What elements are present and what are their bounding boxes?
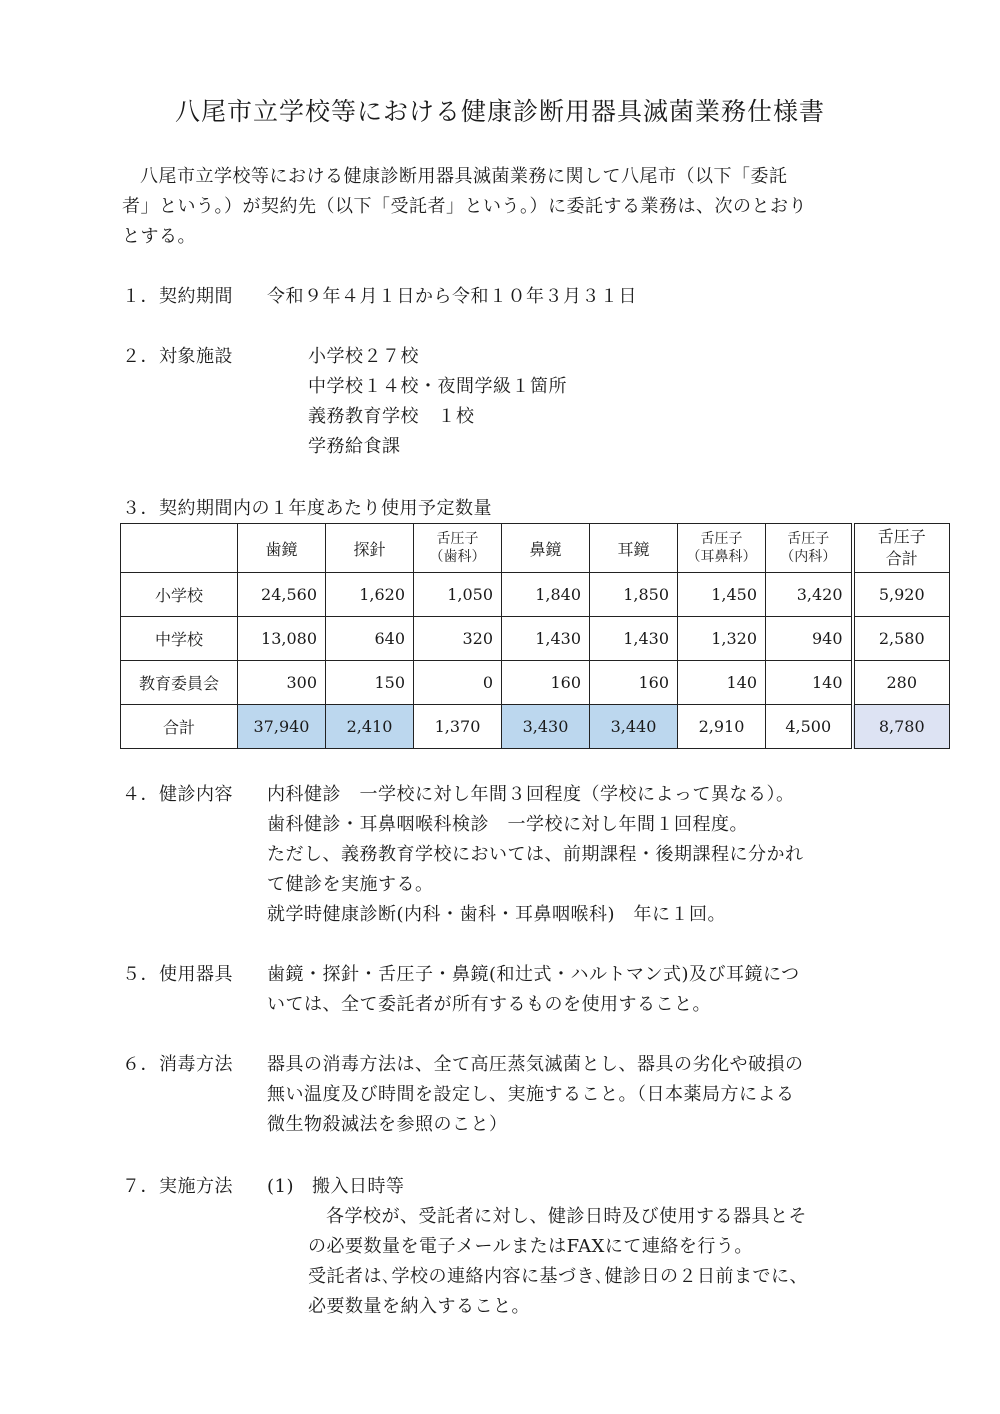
intro-line: 者」という。）が契約先（以下「受託者」という。）に委託する業務は、次のとおり [122, 196, 807, 217]
intro-line: 八尾市立学校等における健康診断用器具滅菌業務に関して八尾市（以下「委託 [140, 166, 788, 187]
sub-title: 搬入日時等 [312, 1176, 405, 1197]
table-cell: 150 [326, 661, 414, 705]
section-heading: ４．健診内容 [122, 784, 233, 805]
content-line: 無い温度及び時間を設定し、実施すること。（日本薬局方による [267, 1084, 795, 1105]
row-label: 教育委員会 [121, 661, 238, 705]
table-cell: 24,560 [238, 573, 326, 617]
table-cell: 320 [414, 617, 502, 661]
header-cell: 舌圧子 （耳鼻科） [678, 524, 766, 573]
section-heading: ６．消毒方法 [122, 1054, 233, 1075]
row-label: 中学校 [121, 617, 238, 661]
table-row [121, 617, 950, 661]
table-cell: 160 [502, 661, 590, 705]
content-line: 微生物殺滅法を参照のこと） [267, 1114, 508, 1135]
intro-line: とする。 [122, 226, 196, 247]
table-cell: 1,850 [590, 573, 678, 617]
table-cell: 1,370 [414, 705, 502, 749]
section-text: 令和９年４月１日から令和１０年３月３１日 [267, 286, 637, 307]
header-cell: 探針 [326, 524, 414, 573]
content-line: 各学校が、受託者に対し、健診日時及び使用する器具とそ [326, 1206, 807, 1227]
table-cell: 280 [853, 661, 950, 705]
table-cell: 1,840 [502, 573, 590, 617]
content-line: て健診を実施する。 [267, 874, 434, 895]
section-disinfection [122, 1050, 882, 1144]
table-header-row [121, 524, 950, 573]
table-cell: 940 [766, 617, 853, 661]
header-cell: 歯鏡 [238, 524, 326, 573]
facility-line: 義務教育学校 １校 [308, 406, 475, 427]
table-row [121, 573, 950, 617]
header-cell: 舌圧子 合計 [853, 524, 950, 573]
table-cell: 1,050 [414, 573, 502, 617]
section-implementation [122, 1172, 882, 1326]
content-line: 歯科健診・耳鼻咽喉科検診 一学校に対し年間１回程度。 [267, 814, 748, 835]
table-total-row [121, 705, 950, 749]
content-line: いては、全て委託者が所有するものを使用すること。 [267, 994, 711, 1015]
section-heading: ２．対象施設 [122, 346, 233, 367]
document-title: 八尾市立学校等における健康診断用器具滅菌業務仕様書 [174, 97, 825, 126]
content-line: 歯鏡・探針・舌圧子・鼻鏡(和辻式・ハルトマン式)及び耳鏡につ [267, 964, 800, 985]
content-line: の必要数量を電子メールまたはFAXにて連絡を行う。 [308, 1236, 753, 1257]
table-cell: 140 [678, 661, 766, 705]
table-cell: 4,500 [766, 705, 853, 749]
table-cell: 1,320 [678, 617, 766, 661]
table-cell: 2,410 [326, 705, 414, 749]
content-line: ただし、義務教育学校においては、前期課程・後期課程に分かれ [267, 844, 804, 865]
header-cell: 耳鏡 [590, 524, 678, 573]
content-line: 就学時健康診断(内科・歯科・耳鼻咽喉科) 年に１回。 [267, 904, 727, 925]
table-cell: 640 [326, 617, 414, 661]
table-row [121, 661, 950, 705]
content-line: 必要数量を納入すること。 [308, 1296, 530, 1317]
table-cell: 3,420 [766, 573, 853, 617]
content-line: 受託者は､学校の連絡内容に基づき､健診日の２日前までに、 [308, 1266, 808, 1287]
row-label: 合計 [121, 705, 238, 749]
table-cell: 140 [766, 661, 853, 705]
facility-line: 小学校２７校 [308, 346, 419, 367]
table-cell: 8,780 [853, 705, 950, 749]
intro-paragraph [122, 162, 874, 252]
table-cell: 1,450 [678, 573, 766, 617]
table-cell: 2,910 [678, 705, 766, 749]
row-label: 小学校 [121, 573, 238, 617]
header-cell: 舌圧子 （歯科） [414, 524, 502, 573]
table-cell: 160 [590, 661, 678, 705]
section-heading: ３．契約期間内の１年度あたり使用予定数量 [122, 498, 492, 519]
table-cell: 2,580 [853, 617, 950, 661]
header-cell: 舌圧子 （内科） [766, 524, 853, 573]
section-heading: ５．使用器具 [122, 964, 233, 985]
table-corner [121, 524, 238, 573]
section-heading: １．契約期間 [122, 286, 233, 307]
usage-quantity-table [120, 523, 950, 749]
content-line: 器具の消毒方法は、全て高圧蒸気滅菌とし、器具の劣化や破損の [267, 1054, 804, 1075]
section-heading: ７．実施方法 [122, 1176, 233, 1197]
table-cell: 300 [238, 661, 326, 705]
table-cell: 1,430 [590, 617, 678, 661]
table-cell: 5,920 [853, 573, 950, 617]
table-cell: 1,620 [326, 573, 414, 617]
section-instruments [122, 960, 882, 1024]
table-cell: 0 [414, 661, 502, 705]
header-cell: 鼻鏡 [502, 524, 590, 573]
table-cell: 3,440 [590, 705, 678, 749]
facility-line: 中学校１４校・夜間学級１箇所 [308, 376, 567, 397]
table-cell: 1,430 [502, 617, 590, 661]
facility-line: 学務給食課 [308, 436, 401, 457]
table-cell: 13,080 [238, 617, 326, 661]
section-checkup-contents [122, 780, 882, 934]
sub-number: (1) [267, 1176, 294, 1197]
table-cell: 3,430 [502, 705, 590, 749]
table-cell: 37,940 [238, 705, 326, 749]
section-target-facilities [122, 342, 882, 466]
content-line: 内科健診 一学校に対し年間３回程度（学校によって異なる）。 [267, 784, 795, 805]
